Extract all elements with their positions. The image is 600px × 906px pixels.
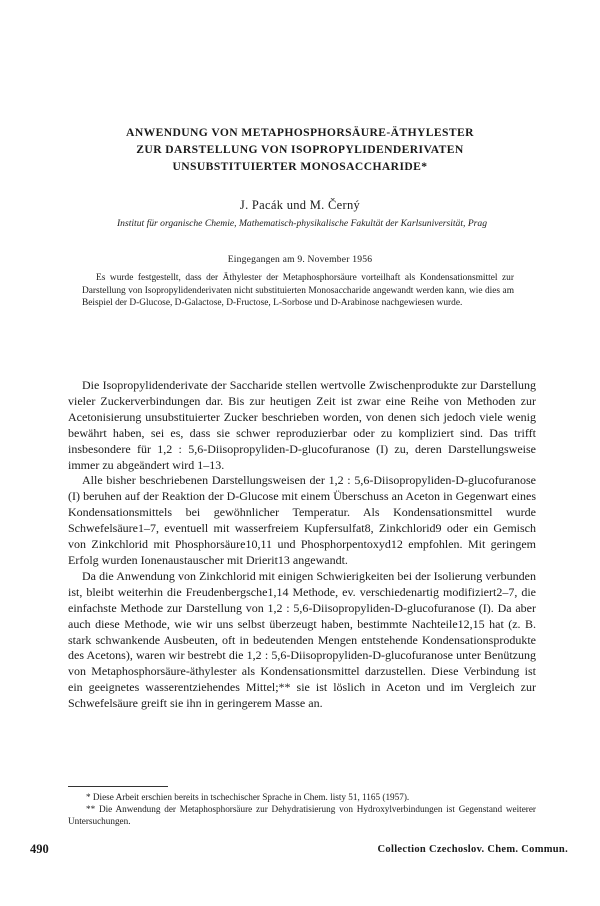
body-paragraph-3: Da die Anwendung von Zinkchlorid mit einigen Schwierigkeiten bei der Isolierung verbunden ist, bleibt weiterhin die Freudenbergsche1,14 Methode, ev. verschiedenartig modifiziert2–7, die einfachste Methode zur Darstellung von 1,2 : 5,6-Diisopropyliden-D-glucofuranose (I). Da aber auch diese Methode, wie wir uns selbst überzeugt haben, bestimmte Nachteile12,15 hat (z. B. stark schwankende Ausbeuten, oft in bedeutenden Mengen entstehende Kondensationsprodukte des Acetons), waren wir bestrebt die 1,2 : 5,6-Diisopropyliden-D-glucofuranose unter Benützung von Metaphosphorsäure-äthylester als Kondensationsmittel darzustellen. Diese Verbindung ist ein geeignetes wasserentziehendes Mittel;** sie ist löslich in Aceton und im Vergleich zur Schwefelsäure greift sie ihn in geringerem Masse an. [68,568,536,711]
body-paragraph-1: Die Isopropylidenderivate der Saccharide stellen wertvolle Zwischenprodukte zur Darstellung vieler Zuckerverbindungen dar. Bis zur heutigen Zeit ist zwar eine Reihe von Methoden zur Acetonisierung unsubstituierter Zucker beschrieben worden, von denen sich jedoch viele wenig bewährt haben, sei es, dass sie schwer reproduzierbar oder zu kompliziert sind. Das trifft insbesondere für 1,2 : 5,6-Diisopropyliden-D-glucofuranose (I) zu, deren Darstellungsweise immer zu abgeändert wird 1–13. [68,378,536,472]
article-body [68,378,536,712]
body-paragraph-2: Alle bisher beschriebenen Darstellungsweisen der 1,2 : 5,6-Diisopropyliden-D-glucofuranose (I) beruhen auf der Reaktion der D-Glucose mit einem Überschuss an Aceton in Gegenwart eines Kondensationsmittels bei gewöhnlicher Temperatur. Als Kondensationsmittel wurde Schwefelsäure1–7, eventuell mit wasserfreiem Kupfersulfat8, Zinkchlorid9 oder ein Gemisch von Zinkchlorid mit Phosphorsäure10,11 und Phosphorpentoxyd12 empfohlen. Mit geringem Erfolg wurden Ionenaustauscher mit Drierit13 angewandt. [68,473,536,567]
footnote-divider [68,786,168,787]
title-line-1: ANWENDUNG VON METAPHOSPHORSÄURE-ÄTHYLESTER [126,126,474,139]
title-line-2: ZUR DARSTELLUNG VON ISOPROPYLIDENDERIVATEN [136,143,464,156]
footnote-1: * Diese Arbeit erschien bereits in tschechischer Sprache in Chem. listy 51, 1165 (1957). [86,792,410,802]
page-number: 490 [30,842,49,856]
article-title [40,124,560,175]
authors: J. Pacák und M. Černý [239,198,361,212]
footnote-2: ** Die Anwendung der Metaphosphorsäure zur Dehydratisierung von Hydroxylverbindungen ist Gegenstand weiterer Untersuchungen. [68,803,536,826]
affiliation: Institut für organische Chemie, Mathematisch-physikalische Fakultät der Karlsuniversität, Prag [116,218,488,229]
journal-name: Collection Czechoslov. Chem. Commun. [377,844,568,855]
abstract: Es wurde festgestellt, dass der Äthylester der Metaphosphorsäure vorteilhaft als Kondensationsmittel zur Darstellung von Isopropylidenderivaten nicht substituierten Monosaccharide angewandt werden kann, wie dies am Beispiel der D-Glucose, D-Galactose, D-Fructose, L-Sorbose und D-Arabinose nachgewiesen wurde. [82,273,514,309]
title-line-3: UNSUBSTITUIERTER MONOSACCHARIDE* [172,160,428,173]
footnotes [68,792,536,827]
received-date: Eingegangen am 9. November 1956 [227,254,373,265]
